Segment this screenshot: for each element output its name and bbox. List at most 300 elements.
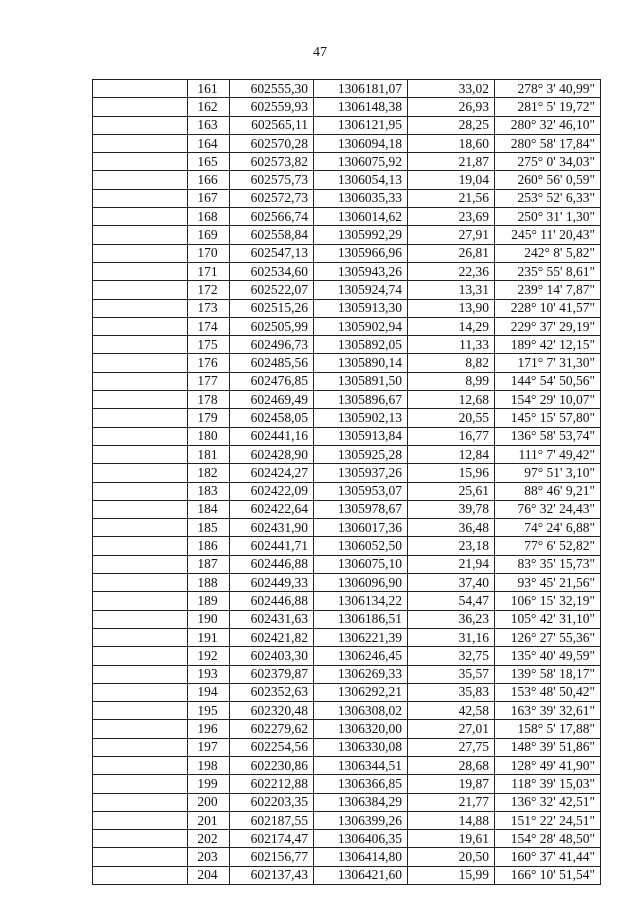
bearing-cell: 76° 32' 24,43" [495,500,601,518]
table-row [93,153,601,171]
table-row [93,354,601,372]
x-coordinate-cell: 602496,73 [230,336,314,354]
table-row [93,683,601,701]
point-number-cell: 182 [188,464,230,482]
bearing-cell: 260° 56' 0,59" [495,171,601,189]
table-row [93,830,601,848]
point-number-cell: 174 [188,317,230,335]
blank-cell [93,647,188,665]
x-coordinate-cell: 602428,90 [230,445,314,463]
x-coordinate-cell: 602559,93 [230,98,314,116]
distance-cell: 27,01 [408,720,495,738]
distance-cell: 33,02 [408,80,495,98]
bearing-cell: 245° 11' 20,43" [495,226,601,244]
table-row [93,720,601,738]
bearing-cell: 128° 49' 41,90" [495,756,601,774]
bearing-cell: 158° 5' 17,88" [495,720,601,738]
distance-cell: 15,96 [408,464,495,482]
blank-cell [93,866,188,884]
y-coordinate-cell: 1305925,28 [314,445,408,463]
blank-cell [93,299,188,317]
blank-cell [93,610,188,628]
point-number-cell: 204 [188,866,230,884]
bearing-cell: 135° 40' 49,59" [495,647,601,665]
distance-cell: 28,68 [408,756,495,774]
bearing-cell: 153° 48' 50,42" [495,683,601,701]
point-number-cell: 201 [188,811,230,829]
distance-cell: 20,50 [408,848,495,866]
x-coordinate-cell: 602431,90 [230,519,314,537]
y-coordinate-cell: 1305937,26 [314,464,408,482]
y-coordinate-cell: 1306320,00 [314,720,408,738]
table-row [93,756,601,774]
coordinates-table-body [93,80,601,885]
bearing-cell: 126° 27' 55,36" [495,628,601,646]
table-row [93,80,601,98]
bearing-cell: 106° 15' 32,19" [495,592,601,610]
y-coordinate-cell: 1306330,08 [314,738,408,756]
point-number-cell: 161 [188,80,230,98]
point-number-cell: 193 [188,665,230,683]
y-coordinate-cell: 1306344,51 [314,756,408,774]
y-coordinate-cell: 1306094,18 [314,134,408,152]
table-row [93,793,601,811]
y-coordinate-cell: 1306075,10 [314,555,408,573]
blank-cell [93,702,188,720]
bearing-cell: 139° 58' 18,17" [495,665,601,683]
bearing-cell: 253° 52' 6,33" [495,189,601,207]
table-row [93,537,601,555]
bearing-cell: 136° 32' 42,51" [495,793,601,811]
blank-cell [93,775,188,793]
blank-cell [93,153,188,171]
bearing-cell: 118° 39' 15,03" [495,775,601,793]
distance-cell: 16,77 [408,427,495,445]
x-coordinate-cell: 602254,56 [230,738,314,756]
y-coordinate-cell: 1305992,29 [314,226,408,244]
point-number-cell: 165 [188,153,230,171]
bearing-cell: 239° 14' 7,87" [495,281,601,299]
table-row [93,134,601,152]
point-number-cell: 191 [188,628,230,646]
bearing-cell: 275° 0' 34,03" [495,153,601,171]
table-row [93,208,601,226]
distance-cell: 23,18 [408,537,495,555]
x-coordinate-cell: 602547,13 [230,244,314,262]
blank-cell [93,592,188,610]
table-row [93,299,601,317]
point-number-cell: 166 [188,171,230,189]
bearing-cell: 136° 58' 53,74" [495,427,601,445]
x-coordinate-cell: 602476,85 [230,372,314,390]
distance-cell: 36,23 [408,610,495,628]
point-number-cell: 173 [188,299,230,317]
point-number-cell: 192 [188,647,230,665]
bearing-cell: 111° 7' 49,42" [495,445,601,463]
distance-cell: 23,69 [408,208,495,226]
bearing-cell: 83° 35' 15,73" [495,555,601,573]
distance-cell: 13,31 [408,281,495,299]
distance-cell: 27,91 [408,226,495,244]
point-number-cell: 200 [188,793,230,811]
y-coordinate-cell: 1306096,90 [314,574,408,592]
x-coordinate-cell: 602572,73 [230,189,314,207]
bearing-cell: 189° 42' 12,15" [495,336,601,354]
y-coordinate-cell: 1305892,05 [314,336,408,354]
point-number-cell: 177 [188,372,230,390]
point-number-cell: 189 [188,592,230,610]
point-number-cell: 199 [188,775,230,793]
y-coordinate-cell: 1306014,62 [314,208,408,226]
x-coordinate-cell: 602441,16 [230,427,314,445]
x-coordinate-cell: 602203,35 [230,793,314,811]
x-coordinate-cell: 602446,88 [230,592,314,610]
blank-cell [93,171,188,189]
blank-cell [93,354,188,372]
distance-cell: 39,78 [408,500,495,518]
point-number-cell: 183 [188,482,230,500]
bearing-cell: 148° 39' 51,86" [495,738,601,756]
distance-cell: 37,40 [408,574,495,592]
bearing-cell: 163° 39' 32,61" [495,702,601,720]
y-coordinate-cell: 1305902,13 [314,409,408,427]
bearing-cell: 228° 10' 41,57" [495,299,601,317]
table-row [93,226,601,244]
bearing-cell: 229° 37' 29,19" [495,317,601,335]
x-coordinate-cell: 602422,09 [230,482,314,500]
point-number-cell: 167 [188,189,230,207]
point-number-cell: 198 [188,756,230,774]
distance-cell: 15,99 [408,866,495,884]
point-number-cell: 172 [188,281,230,299]
distance-cell: 14,29 [408,317,495,335]
table-row [93,262,601,280]
point-number-cell: 162 [188,98,230,116]
distance-cell: 27,75 [408,738,495,756]
point-number-cell: 180 [188,427,230,445]
bearing-cell: 105° 42' 31,10" [495,610,601,628]
bearing-cell: 145° 15' 57,80" [495,409,601,427]
distance-cell: 54,47 [408,592,495,610]
point-number-cell: 163 [188,116,230,134]
bearing-cell: 154° 28' 48,50" [495,830,601,848]
y-coordinate-cell: 1306366,85 [314,775,408,793]
point-number-cell: 179 [188,409,230,427]
blank-cell [93,372,188,390]
x-coordinate-cell: 602505,99 [230,317,314,335]
table-row [93,482,601,500]
bearing-cell: 235° 55' 8,61" [495,262,601,280]
y-coordinate-cell: 1306148,38 [314,98,408,116]
blank-cell [93,665,188,683]
blank-cell [93,98,188,116]
x-coordinate-cell: 602403,30 [230,647,314,665]
distance-cell: 21,77 [408,793,495,811]
blank-cell [93,720,188,738]
distance-cell: 18,60 [408,134,495,152]
point-number-cell: 202 [188,830,230,848]
table-row [93,464,601,482]
blank-cell [93,683,188,701]
x-coordinate-cell: 602566,74 [230,208,314,226]
y-coordinate-cell: 1306017,36 [314,519,408,537]
x-coordinate-cell: 602441,71 [230,537,314,555]
y-coordinate-cell: 1306186,51 [314,610,408,628]
blank-cell [93,793,188,811]
y-coordinate-cell: 1306121,95 [314,116,408,134]
table-row [93,702,601,720]
x-coordinate-cell: 602431,63 [230,610,314,628]
blank-cell [93,482,188,500]
point-number-cell: 195 [188,702,230,720]
point-number-cell: 188 [188,574,230,592]
point-number-cell: 171 [188,262,230,280]
distance-cell: 36,48 [408,519,495,537]
y-coordinate-cell: 1305913,84 [314,427,408,445]
blank-cell [93,628,188,646]
x-coordinate-cell: 602446,88 [230,555,314,573]
blank-cell [93,281,188,299]
y-coordinate-cell: 1306414,80 [314,848,408,866]
x-coordinate-cell: 602469,49 [230,391,314,409]
distance-cell: 8,82 [408,354,495,372]
distance-cell: 13,90 [408,299,495,317]
blank-cell [93,537,188,555]
bearing-cell: 281° 5' 19,72" [495,98,601,116]
blank-cell [93,445,188,463]
point-number-cell: 164 [188,134,230,152]
blank-cell [93,262,188,280]
y-coordinate-cell: 1305913,30 [314,299,408,317]
y-coordinate-cell: 1306246,45 [314,647,408,665]
table-row [93,427,601,445]
y-coordinate-cell: 1305943,26 [314,262,408,280]
blank-cell [93,80,188,98]
distance-cell: 28,25 [408,116,495,134]
table-row [93,372,601,390]
blank-cell [93,336,188,354]
x-coordinate-cell: 602320,48 [230,702,314,720]
blank-cell [93,738,188,756]
x-coordinate-cell: 602565,11 [230,116,314,134]
y-coordinate-cell: 1306035,33 [314,189,408,207]
bearing-cell: 280° 32' 46,10" [495,116,601,134]
bearing-cell: 280° 58' 17,84" [495,134,601,152]
x-coordinate-cell: 602515,26 [230,299,314,317]
blank-cell [93,116,188,134]
distance-cell: 8,99 [408,372,495,390]
bearing-cell: 77° 6' 52,82" [495,537,601,555]
y-coordinate-cell: 1306421,60 [314,866,408,884]
table-row [93,848,601,866]
point-number-cell: 178 [188,391,230,409]
bearing-cell: 171° 7' 31,30" [495,354,601,372]
bearing-cell: 151° 22' 24,51" [495,811,601,829]
table-row [93,738,601,756]
distance-cell: 31,16 [408,628,495,646]
y-coordinate-cell: 1306406,35 [314,830,408,848]
blank-cell [93,427,188,445]
distance-cell: 32,75 [408,647,495,665]
blank-cell [93,830,188,848]
x-coordinate-cell: 602449,33 [230,574,314,592]
y-coordinate-cell: 1305924,74 [314,281,408,299]
x-coordinate-cell: 602156,77 [230,848,314,866]
table-row [93,317,601,335]
blank-cell [93,317,188,335]
y-coordinate-cell: 1305902,94 [314,317,408,335]
point-number-cell: 175 [188,336,230,354]
y-coordinate-cell: 1305966,96 [314,244,408,262]
y-coordinate-cell: 1305896,67 [314,391,408,409]
blank-cell [93,574,188,592]
distance-cell: 22,36 [408,262,495,280]
bearing-cell: 88° 46' 9,21" [495,482,601,500]
point-number-cell: 176 [188,354,230,372]
blank-cell [93,189,188,207]
blank-cell [93,244,188,262]
distance-cell: 25,61 [408,482,495,500]
point-number-cell: 196 [188,720,230,738]
bearing-cell: 278° 3' 40,99" [495,80,601,98]
y-coordinate-cell: 1306269,33 [314,665,408,683]
distance-cell: 26,81 [408,244,495,262]
bearing-cell: 242° 8' 5,82" [495,244,601,262]
table-row [93,555,601,573]
blank-cell [93,208,188,226]
y-coordinate-cell: 1306181,07 [314,80,408,98]
page-number: 47 [313,45,327,60]
distance-cell: 21,87 [408,153,495,171]
table-row [93,665,601,683]
point-number-cell: 197 [188,738,230,756]
blank-cell [93,555,188,573]
x-coordinate-cell: 602573,82 [230,153,314,171]
table-row [93,647,601,665]
table-row [93,500,601,518]
table-row [93,409,601,427]
bearing-cell: 160° 37' 41,44" [495,848,601,866]
table-row [93,336,601,354]
x-coordinate-cell: 602575,73 [230,171,314,189]
y-coordinate-cell: 1306075,92 [314,153,408,171]
y-coordinate-cell: 1306308,02 [314,702,408,720]
y-coordinate-cell: 1306052,50 [314,537,408,555]
distance-cell: 42,58 [408,702,495,720]
bearing-cell: 74° 24' 6,88" [495,519,601,537]
table-row [93,574,601,592]
y-coordinate-cell: 1305890,14 [314,354,408,372]
distance-cell: 20,55 [408,409,495,427]
blank-cell [93,811,188,829]
point-number-cell: 170 [188,244,230,262]
point-number-cell: 194 [188,683,230,701]
x-coordinate-cell: 602187,55 [230,811,314,829]
point-number-cell: 186 [188,537,230,555]
bearing-cell: 97° 51' 3,10" [495,464,601,482]
y-coordinate-cell: 1306399,26 [314,811,408,829]
blank-cell [93,756,188,774]
x-coordinate-cell: 602458,05 [230,409,314,427]
x-coordinate-cell: 602422,64 [230,500,314,518]
blank-cell [93,134,188,152]
distance-cell: 12,68 [408,391,495,409]
y-coordinate-cell: 1306292,21 [314,683,408,701]
table-row [93,281,601,299]
table-row [93,866,601,884]
table-row [93,171,601,189]
distance-cell: 19,61 [408,830,495,848]
blank-cell [93,519,188,537]
blank-cell [93,464,188,482]
blank-cell [93,409,188,427]
point-number-cell: 190 [188,610,230,628]
coordinates-table [92,79,601,885]
table-row [93,116,601,134]
blank-cell [93,226,188,244]
table-row [93,592,601,610]
x-coordinate-cell: 602424,27 [230,464,314,482]
x-coordinate-cell: 602230,86 [230,756,314,774]
bearing-cell: 144° 54' 50,56" [495,372,601,390]
table-row [93,98,601,116]
distance-cell: 35,57 [408,665,495,683]
x-coordinate-cell: 602174,47 [230,830,314,848]
x-coordinate-cell: 602534,60 [230,262,314,280]
table-row [93,610,601,628]
x-coordinate-cell: 602352,63 [230,683,314,701]
distance-cell: 19,87 [408,775,495,793]
blank-cell [93,500,188,518]
table-row [93,811,601,829]
y-coordinate-cell: 1305978,67 [314,500,408,518]
distance-cell: 12,84 [408,445,495,463]
bearing-cell: 250° 31' 1,30" [495,208,601,226]
bearing-cell: 93° 45' 21,56" [495,574,601,592]
table-row [93,391,601,409]
distance-cell: 11,33 [408,336,495,354]
point-number-cell: 168 [188,208,230,226]
table-row [93,628,601,646]
bearing-cell: 166° 10' 51,54" [495,866,601,884]
y-coordinate-cell: 1305953,07 [314,482,408,500]
distance-cell: 21,56 [408,189,495,207]
x-coordinate-cell: 602558,84 [230,226,314,244]
blank-cell [93,391,188,409]
y-coordinate-cell: 1305891,50 [314,372,408,390]
distance-cell: 19,04 [408,171,495,189]
point-number-cell: 169 [188,226,230,244]
point-number-cell: 181 [188,445,230,463]
point-number-cell: 203 [188,848,230,866]
x-coordinate-cell: 602485,56 [230,354,314,372]
point-number-cell: 185 [188,519,230,537]
x-coordinate-cell: 602522,07 [230,281,314,299]
x-coordinate-cell: 602421,82 [230,628,314,646]
distance-cell: 35,83 [408,683,495,701]
y-coordinate-cell: 1306054,13 [314,171,408,189]
point-number-cell: 187 [188,555,230,573]
point-number-cell: 184 [188,500,230,518]
bearing-cell: 154° 29' 10,07" [495,391,601,409]
distance-cell: 26,93 [408,98,495,116]
x-coordinate-cell: 602379,87 [230,665,314,683]
x-coordinate-cell: 602570,28 [230,134,314,152]
distance-cell: 14,88 [408,811,495,829]
table-row [93,445,601,463]
x-coordinate-cell: 602137,43 [230,866,314,884]
table-row [93,189,601,207]
